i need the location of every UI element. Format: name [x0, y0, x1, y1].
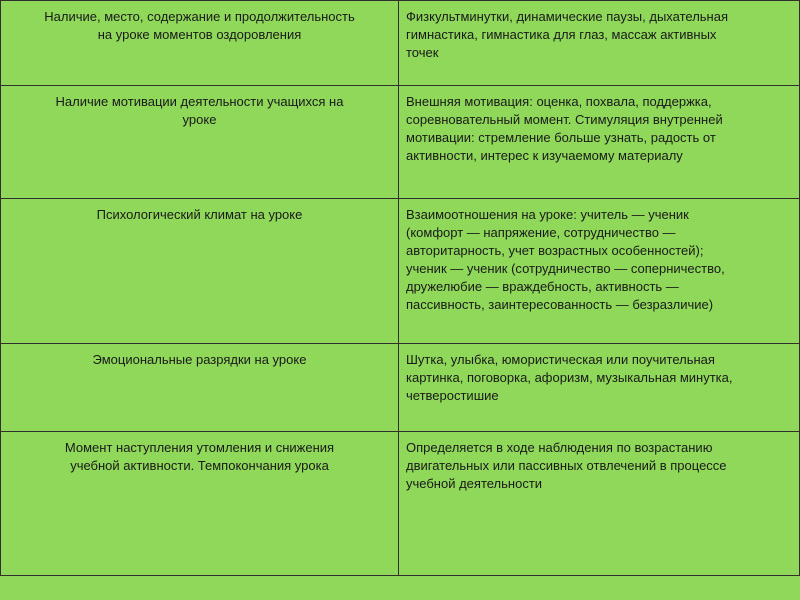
description-cell — [399, 432, 800, 576]
criterion-cell — [1, 432, 399, 576]
table-row — [1, 199, 800, 344]
table-row — [1, 344, 800, 432]
criterion-text: Эмоциональные разрядки на уроке — [92, 352, 307, 368]
description-text: Шутка, улыбка, юмористическая или поучительная картинка, поговорка, афоризм, музыкальная минутка, четверостишие — [406, 352, 733, 404]
criterion-cell — [1, 344, 399, 432]
criterion-text: Наличие, место, содержание и продолжительность на уроке моментов оздоровления — [44, 9, 355, 42]
description-text: Внешняя мотивация: оценка, похвала, поддержка, соревновательный момент. Стимуляция внутренней мотивации: стремление больше узнать, радость от активности, интерес к изучаемому материалу — [406, 94, 723, 164]
description-cell — [399, 199, 800, 344]
criterion-cell — [1, 86, 399, 199]
criterion-text: Момент наступления утомления и снижения учебной активности. Темпокончания урока — [64, 440, 335, 474]
criterion-text: Психологический климат на уроке — [96, 207, 303, 223]
criterion-cell — [1, 1, 399, 86]
description-text: Взаимоотношения на уроке: учитель — ученик (комфорт — напряжение, сотрудничество — авторитарность, учет возрастных особенностей); ученик — ученик (сотрудничество — соперничество, дружелюбие — враждебность, активность — пассивность, заинтересованность — безразличие) — [406, 207, 725, 313]
description-cell — [399, 1, 800, 86]
bottom-margin — [0, 576, 800, 600]
description-text: Определяется в ходе наблюдения по возрастанию двигательных или пассивных отвлечений в процессе учебной деятельности — [406, 440, 727, 492]
criterion-cell — [1, 199, 399, 344]
description-text: Физкультминутки, динамические паузы, дыхательная гимнастика, гимнастика для глаз, массаж активных точек — [406, 9, 728, 60]
description-cell — [399, 344, 800, 432]
table-row — [1, 1, 800, 86]
table-row — [1, 432, 800, 576]
table-row — [1, 86, 800, 199]
description-cell — [399, 86, 800, 199]
criterion-text: Наличие мотивации деятельности учащихся на уроке — [55, 94, 344, 128]
